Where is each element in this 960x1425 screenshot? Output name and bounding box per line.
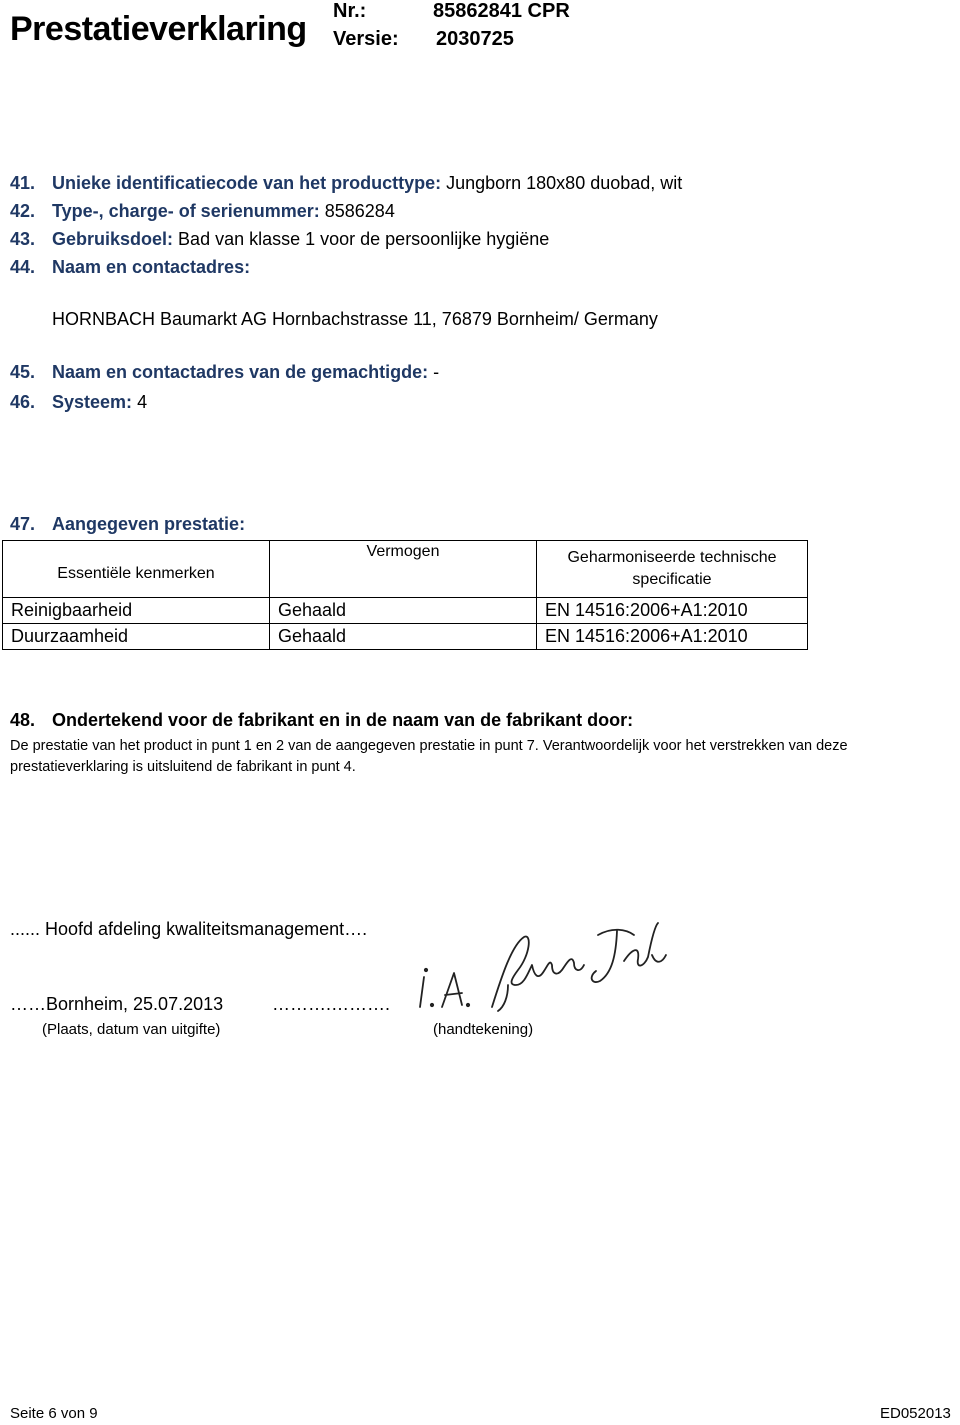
table-cell: Reinigbaarheid [3,598,270,624]
nr-label: Nr.: [333,0,367,22]
item-label: Type-, charge- of serienummer: [52,201,320,221]
item-label: Naam en contactadres: [52,257,251,277]
handwritten-signature [412,915,672,1015]
table-row [3,598,808,624]
manufacturer-address: HORNBACH Baumarkt AG Hornbachstrasse 11, 76879 Bornheim/ Germany [52,309,658,329]
item-47 [10,514,245,535]
item-46 [10,392,147,413]
item-label: Systeem: [52,392,133,412]
item-number: 41. [10,173,36,193]
item-41 [10,173,682,194]
document-title: Prestatieverklaring [10,10,307,48]
item-45 [10,362,439,383]
item-value: Jungborn 180x80 duobad, wit [446,173,683,193]
signature-caption: (handtekening) [433,1021,534,1038]
table-cell: Duurzaamheid [3,624,270,650]
item-42 [10,201,395,222]
item-number: 48. [10,710,36,730]
item-number: 44. [10,257,36,277]
item-44 [10,257,250,278]
column-header: Essentiële kenmerken [3,541,270,598]
table-cell: Gehaald [270,598,537,624]
versie-value: 2030725 [436,28,514,50]
item-value: Bad van klasse 1 voor de persoonlijke hygiëne [178,229,550,249]
table-cell: Gehaald [270,624,537,650]
item-number: 45. [10,362,36,382]
item-number: 46. [10,392,36,412]
item-label: Ondertekend voor de fabrikant en in de naam van de fabrikant door: [52,710,634,730]
performance-table [2,540,808,650]
place-date-caption: (Plaats, datum van uitgifte) [42,1021,221,1038]
versie-label: Versie: [333,28,399,50]
item-label: Unieke identificatiecode van het producttype: [52,173,442,193]
item-label: Naam en contactadres van de gemachtigde: [52,362,429,382]
table-cell: EN 14516:2006+A1:2010 [537,598,808,624]
table-header-row [3,541,808,598]
signatory-role: ...... Hoofd afdeling kwaliteitsmanagement…. [10,919,368,939]
place-date: ……Bornheim, 25.07.2013 [10,994,224,1014]
table-cell: EN 14516:2006+A1:2010 [537,624,808,650]
table-row [3,624,808,650]
column-header: Geharmoniseerde technische specificatie [537,541,808,598]
item-43 [10,229,549,250]
item-number: 43. [10,229,36,249]
item-label: Gebruiksdoel: [52,229,174,249]
declaration-text: De prestatie van het product in punt 1 en 2 van de aangegeven prestatie in punt 7. Verantwoordelijk voor het verstrekken van deze prestatieverklaring is uitsluitend de fabrikant in punt 4. [10,738,848,775]
page-number: Seite 6 von 9 [10,1405,98,1422]
item-number: 42. [10,201,36,221]
item-label: Aangegeven prestatie: [52,514,246,534]
item-48 [10,710,633,731]
document-code: ED052013 [880,1405,951,1422]
column-header: Vermogen [270,541,537,598]
signature-dots: ……….………. [272,994,391,1014]
item-value: 4 [137,392,148,412]
item-value: - [433,362,440,382]
nr-value: 85862841 CPR [433,0,570,22]
item-number: 47. [10,514,36,534]
item-value: 8586284 [324,201,395,221]
